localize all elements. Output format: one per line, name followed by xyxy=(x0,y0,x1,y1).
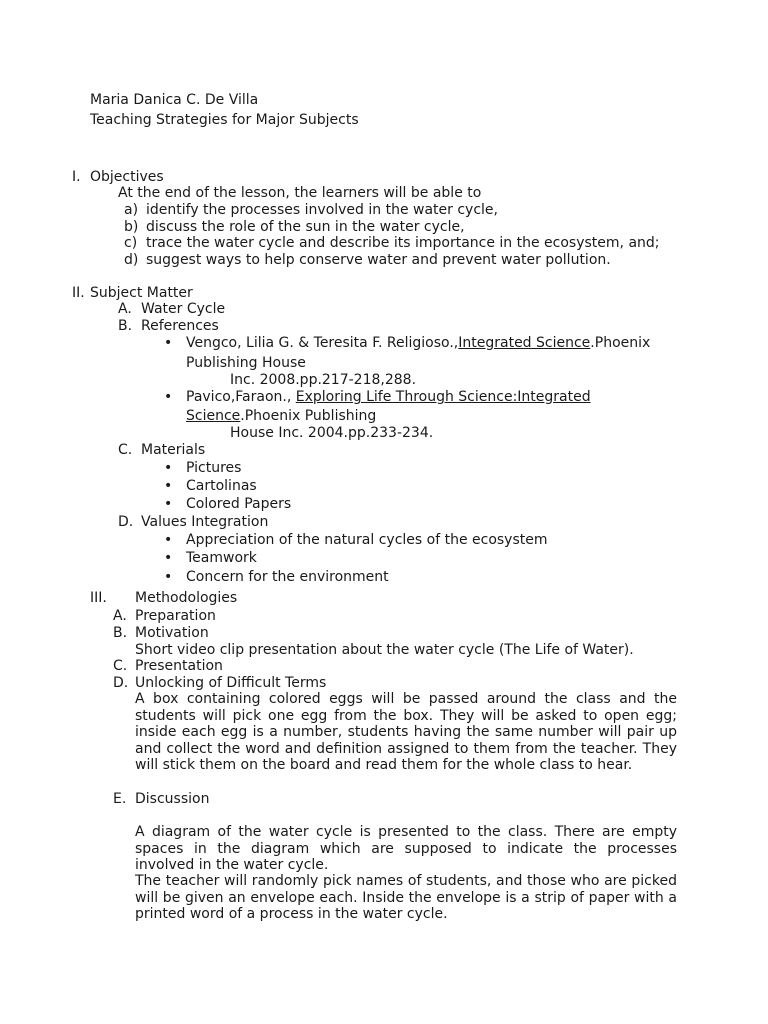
bullet-icon: • xyxy=(164,478,173,494)
subsection-unlocking-terms: Unlocking of Difficult Terms xyxy=(135,675,327,691)
subsection-marker: B. xyxy=(118,318,133,334)
subsection-marker: D. xyxy=(118,514,134,530)
section-title-methodologies: Methodologies xyxy=(135,590,238,606)
subsection-marker: C. xyxy=(118,442,133,458)
subsection-references: References xyxy=(141,318,219,334)
value-item: Appreciation of the natural cycles of the ecosystem xyxy=(186,532,548,548)
section-title-objectives: Objectives xyxy=(90,169,164,185)
author-name: Maria Danica C. De Villa xyxy=(90,92,259,108)
material-item: Cartolinas xyxy=(186,478,257,494)
reference-2-authors: Pavico,Faraon., xyxy=(186,389,296,405)
subsection-motivation: Motivation xyxy=(135,625,209,641)
subsection-discussion: Discussion xyxy=(135,791,210,807)
discussion-paragraph-1: A diagram of the water cycle is presented to the class. There are empty spaces in the diagram which are supposed to indicate the processes involved in the water cycle. xyxy=(135,824,677,874)
section-numeral-subject-matter: II. xyxy=(72,285,85,301)
material-item: Colored Papers xyxy=(186,496,292,512)
objective-marker: b) xyxy=(124,219,139,235)
subsection-marker: A. xyxy=(113,608,127,624)
reference-2-title-part-2: Science xyxy=(186,408,241,424)
value-item: Concern for the environment xyxy=(186,569,389,585)
discussion-paragraph-2: The teacher will randomly pick names of students, and those who are picked will be given an envelope each. Inside the envelope is a strip of paper with a printed word of a process in the water cycle. xyxy=(135,873,677,923)
unlocking-terms-paragraph: A box containing colored eggs will be passed around the class and the students will pick one egg from the box. They will be asked to open egg; inside each egg is a number, students having the same number will pair up and collect the word and definition assigned to them from the teacher. They will stick them on the board and read them for the whole class to hear. xyxy=(135,691,677,774)
material-item: Pictures xyxy=(186,460,242,476)
subsection-marker: D. xyxy=(113,675,129,691)
reference-2-title-part-1: Exploring Life Through Science:Integrated xyxy=(295,389,591,405)
subsection-presentation: Presentation xyxy=(135,658,223,674)
reference-2-line-3: House Inc. 2004.pp.233-234. xyxy=(230,425,434,441)
objective-marker: a) xyxy=(124,202,139,218)
subsection-marker: A. xyxy=(118,301,132,317)
subsection-values-integration: Values Integration xyxy=(141,514,269,530)
section-numeral-methodologies: III. xyxy=(90,590,107,606)
bullet-icon: • xyxy=(164,569,173,585)
objective-item: trace the water cycle and describe its importance in the ecosystem, and; xyxy=(146,235,660,251)
reference-2-line-2 xyxy=(186,408,376,425)
objective-marker: c) xyxy=(124,235,138,251)
objective-marker: d) xyxy=(124,252,139,268)
subsection-marker: B. xyxy=(113,625,128,641)
subsection-marker: C. xyxy=(113,658,128,674)
objective-item: identify the processes involved in the water cycle, xyxy=(146,202,498,218)
section-numeral-objectives: I. xyxy=(72,169,81,185)
bullet-icon: • xyxy=(164,496,173,512)
value-item: Teamwork xyxy=(186,550,257,566)
subsection-water-cycle: Water Cycle xyxy=(141,301,226,317)
reference-1-publisher: .Phoenix xyxy=(590,335,651,351)
objective-item: suggest ways to help conserve water and prevent water pollution. xyxy=(146,252,611,268)
reference-1-title: Integrated Science xyxy=(458,335,591,351)
reference-1-line-2: Publishing House xyxy=(186,355,306,371)
course-title: Teaching Strategies for Major Subjects xyxy=(90,112,359,128)
reference-1-line-3: Inc. 2008.pp.217-218,288. xyxy=(230,372,417,388)
bullet-icon: • xyxy=(164,389,173,405)
bullet-icon: • xyxy=(164,460,173,476)
reference-2-line-1 xyxy=(186,389,591,406)
subsection-preparation: Preparation xyxy=(135,608,216,624)
motivation-text: Short video clip presentation about the water cycle (The Life of Water). xyxy=(135,642,634,658)
subsection-materials: Materials xyxy=(141,442,206,458)
subsection-marker: E. xyxy=(113,791,127,807)
bullet-icon: • xyxy=(164,532,173,548)
section-title-subject-matter: Subject Matter xyxy=(90,285,193,301)
reference-1-line-1 xyxy=(186,335,650,352)
bullet-icon: • xyxy=(164,550,173,566)
objective-item: discuss the role of the sun in the water cycle, xyxy=(146,219,465,235)
reference-1-authors: Vengco, Lilia G. & Teresita F. Religioso., xyxy=(186,335,459,351)
objectives-intro: At the end of the lesson, the learners will be able to xyxy=(118,185,482,201)
reference-2-publisher: .Phoenix Publishing xyxy=(240,408,377,424)
bullet-icon: • xyxy=(164,335,173,351)
